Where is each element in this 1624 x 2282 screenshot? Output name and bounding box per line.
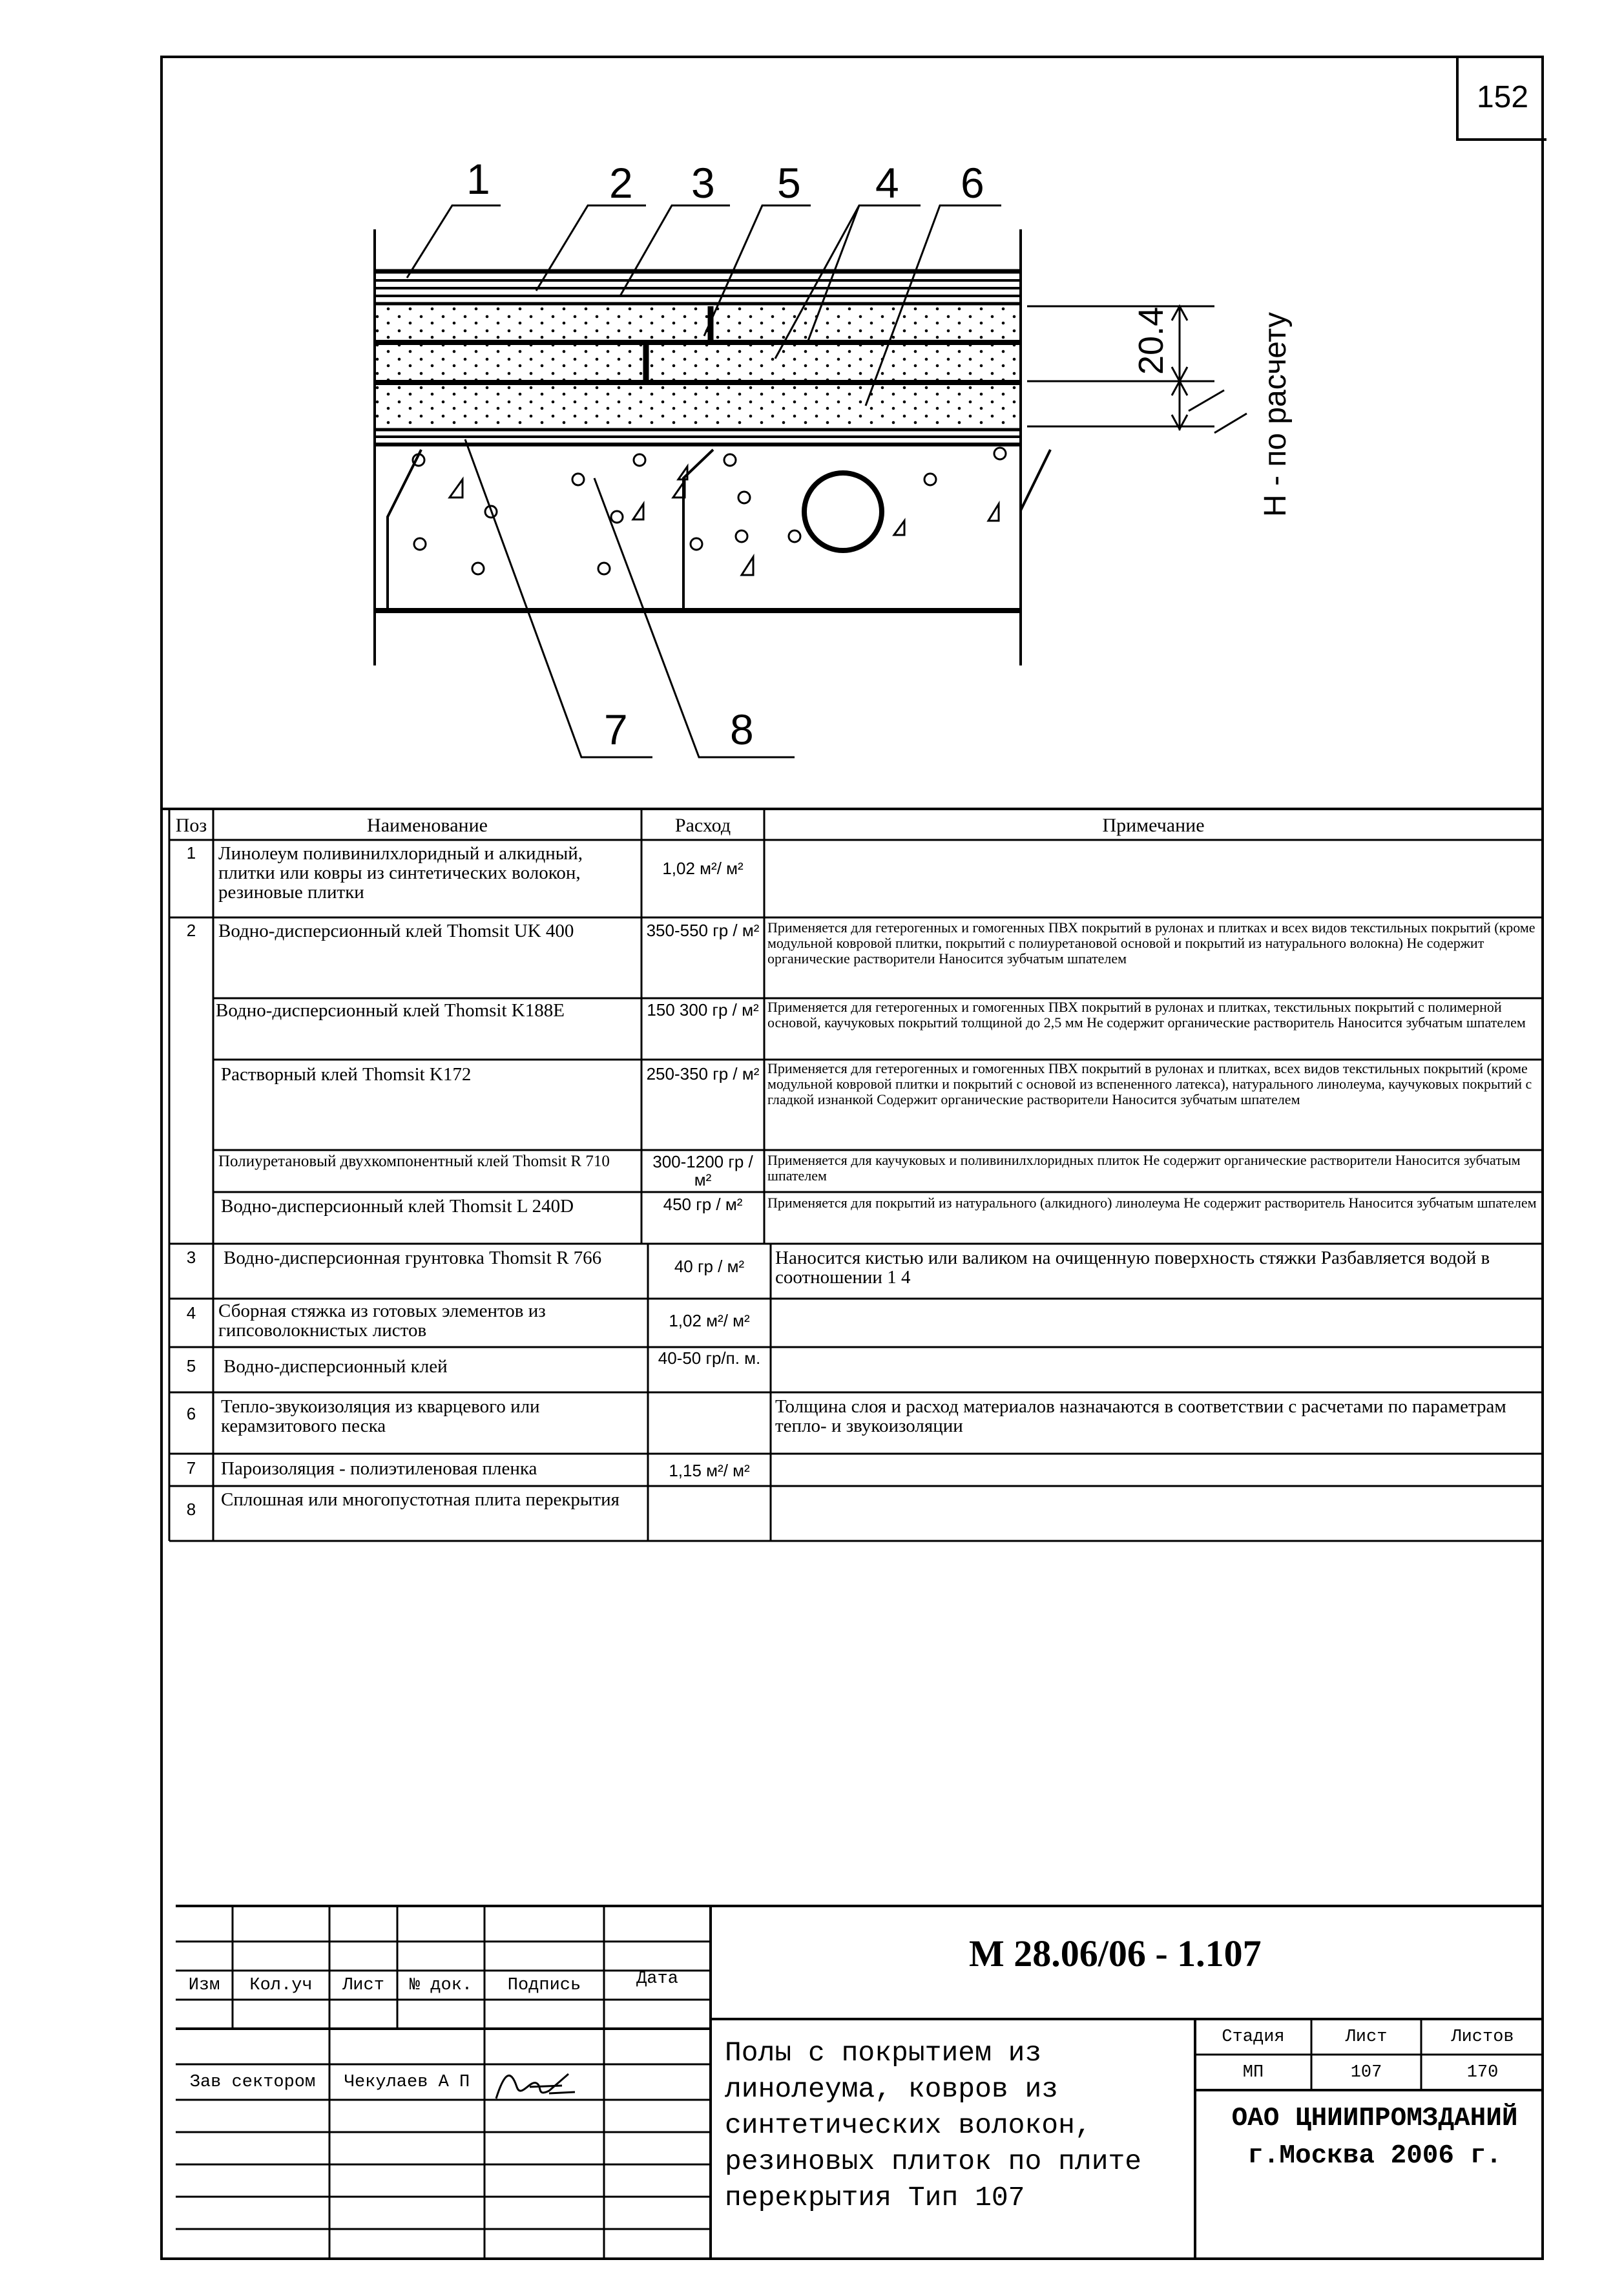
row-note: Толщина слоя и расход материалов назначаются в соответствии с расчетами по параметрам тепло- и звукоизоляции: [775, 1397, 1506, 1436]
organization-name: ОАО ЦНИИПРОМЗДАНИЙ: [1231, 2104, 1518, 2133]
signature: [491, 2061, 581, 2106]
stamp-col-ndok: № док.: [409, 1975, 473, 1995]
row-name: Линолеум поливинилхлоридный и алкидный, плитки или ковры из синтетических волокон, резиновые плитки: [218, 844, 583, 903]
row-rate: 40-50 гр/п. м.: [658, 1349, 761, 1367]
row-rate: 1,02 м²/ м²: [669, 1312, 750, 1330]
sheet-label: Лист: [1345, 2027, 1388, 2047]
stamp-col-data: Дата: [636, 1969, 678, 1989]
stamp-col-list: Лист: [342, 1975, 384, 1995]
header-rate: Расход: [674, 815, 731, 836]
row-note: Наносится кистью или валиком на очищенную поверхность стяжки Разбавляется водой в соотношении 1 4: [775, 1248, 1490, 1288]
row-note: Применяется для каучуковых и поливинилхлоридных плиток Не содержит органические растворители Наносится зубчатым шпателем: [767, 1153, 1521, 1184]
row-name: Водно-дисперсионный клей Thomsit K188E: [216, 1001, 565, 1020]
callout-2: 2: [609, 159, 633, 207]
floor-section-drawing: [0, 0, 1624, 814]
stage-value: МП: [1242, 2062, 1264, 2082]
sheets-value: 170: [1466, 2062, 1499, 2082]
height-label: Н - по расчету: [1258, 312, 1293, 517]
row-note: Применяется для гетерогенных и гомогенных ПВХ покрытий в рулонах и плитках, текстильных покрытий с полимерной основой, каучуковых покрытий толщиной до 2,5 мм Не содержит органические растворитель Наносится зубчатым шпателем: [767, 1000, 1526, 1031]
row-rate: 150 300 гр / м²: [647, 1001, 759, 1019]
row-name: Водно-дисперсионный клей: [224, 1357, 448, 1376]
document-code: М 28.06/06 - 1.107: [969, 1932, 1262, 1974]
row-rate: 40 гр / м²: [674, 1257, 745, 1275]
stamp-person: Чекулаев А П: [344, 2072, 470, 2092]
row-rate: 1,15 м²/ м²: [669, 1461, 750, 1480]
dimension-value: 20.4: [1132, 306, 1171, 375]
row-pos: 5: [186, 1357, 196, 1375]
stage-label: Стадия: [1222, 2027, 1285, 2047]
stamp-col-podpis: Подпись: [507, 1975, 581, 1995]
row-rate: 300-1200 гр / м²: [652, 1153, 753, 1189]
callout-1: 1: [466, 155, 490, 203]
organization: [1207, 2100, 1543, 2175]
sheet-value: 107: [1350, 2062, 1382, 2082]
row-pos: 6: [186, 1405, 196, 1423]
row-pos: 3: [186, 1248, 196, 1266]
stamp-col-kolich: Кол.уч: [249, 1975, 313, 1995]
row-name: Тепло-звукоизоляция из кварцевого или керамзитового песка: [221, 1397, 540, 1436]
row-name: Полиуретановый двухкомпонентный клей Thomsit R 710: [218, 1153, 610, 1170]
header-name: Наименование: [367, 815, 488, 836]
callout-3: 3: [691, 159, 715, 207]
callout-5: 5: [777, 159, 801, 207]
row-name: Водно-дисперсионная грунтовка Thomsit R 766: [224, 1248, 602, 1268]
row-pos: 8: [186, 1500, 196, 1518]
row-pos: 4: [186, 1304, 196, 1322]
organization-city: г.Москва 2006 г.: [1247, 2141, 1502, 2171]
row-rate: 450 гр / м²: [663, 1195, 743, 1213]
row-rate: 250-350 гр / м²: [646, 1065, 760, 1083]
row-name: Растворный клей Thomsit K172: [221, 1065, 472, 1084]
row-name: Водно-дисперсионный клей Thomsit UK 400: [218, 921, 574, 941]
row-name: Сплошная или многопустотная плита перекрытия: [221, 1490, 619, 1510]
row-pos: 1: [186, 844, 196, 862]
row-note: Применяется для гетерогенных и гомогенных ПВХ покрытий в рулонах и плитках и всех видов текстильных покрытий (кроме модульной ковровой плитки, покрытий с полиуретановой основой и покрытий из натурального волокна) Не содержит органические растворители Наносится зубчатым шпателем: [767, 920, 1536, 967]
document-title: Полы с покрытием из линолеума, ковров из синтетических волокон, резиновых плиток по плите перекрытия Тип 107: [725, 2037, 1142, 2214]
row-pos: 7: [186, 1459, 196, 1477]
callout-8: 8: [730, 706, 754, 753]
row-note: Применяется для покрытий из натурального (алкидного) линолеума Не содержит растворитель Наносится зубчатым шпателем: [767, 1195, 1537, 1211]
row-note: Применяется для гетерогенных и гомогенных ПВХ покрытий в рулонах и плитках, всех видов текстильных покрытий (кроме модульной ковровой плитки и покрытий с основой из вспененного латекса), натурального линолеума, каучуковых покрытий с гладкой изнанкой Содержит органические растворители Наносится зубчатым шпателем: [767, 1061, 1532, 1107]
stamp-col-izm: Изм: [188, 1975, 220, 1995]
callout-6: 6: [961, 159, 984, 207]
stamp-role: Зав сектором: [189, 2072, 316, 2092]
callout-4: 4: [875, 159, 899, 207]
callout-7: 7: [604, 706, 628, 753]
row-name: Сборная стяжка из готовых элементов из гипсоволокнистых листов: [218, 1301, 546, 1341]
header-note: Примечание: [1102, 815, 1205, 836]
row-rate: 350-550 гр / м²: [646, 921, 760, 939]
row-name: Пароизоляция - полиэтиленовая пленка: [221, 1459, 537, 1478]
sheets-label: Листов: [1451, 2027, 1514, 2047]
row-rate: 1,02 м²/ м²: [662, 859, 744, 877]
row-pos: 2: [186, 921, 196, 939]
row-name: Водно-дисперсионный клей Thomsit L 240D: [221, 1197, 574, 1216]
page-number: 152: [1456, 56, 1546, 141]
header-pos: Поз: [175, 815, 207, 836]
